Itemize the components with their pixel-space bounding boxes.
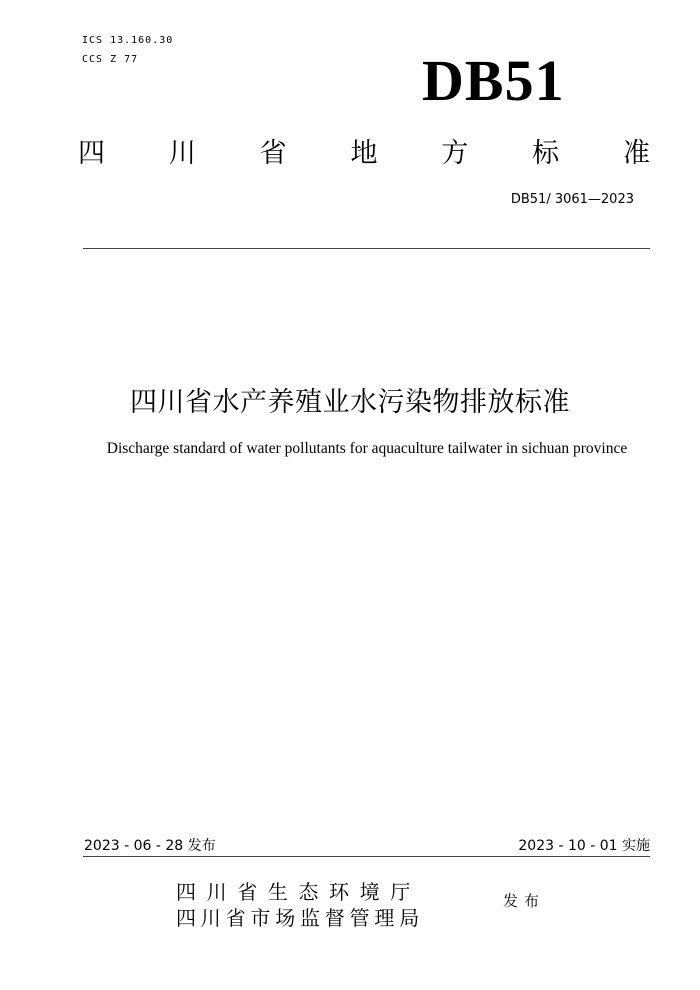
top-divider	[83, 248, 650, 249]
issuer-ecology-department: 四川省生态环境厅	[176, 880, 421, 904]
issue-date: 2023 - 06 - 28 发布	[84, 838, 216, 854]
title-chinese: 四川省水产养殖业水污染物排放标准	[130, 387, 570, 418]
ccs-code: CCS Z 77	[82, 54, 139, 65]
bottom-divider	[83, 856, 650, 857]
standard-type-char: 准	[622, 138, 650, 169]
db-logo: DB51	[422, 48, 565, 113]
standard-type-char: 标	[532, 138, 560, 169]
issuer-market-regulation: 四川省市场监督管理局	[176, 906, 424, 930]
standard-type-char: 地	[350, 138, 378, 169]
title-english: Discharge standard of water pollutants for aquaculture tailwater in sichuan province	[106, 440, 628, 457]
issue-label: 发布	[503, 892, 546, 910]
standard-type-heading	[78, 136, 650, 172]
ics-code: ICS 13.160.30	[82, 35, 174, 46]
implementation-date: 2023 - 10 - 01 实施	[518, 838, 650, 854]
standard-number: DB51/ 3061—2023	[510, 192, 634, 207]
standard-type-char: 四	[78, 138, 105, 169]
standard-type-char: 方	[441, 138, 469, 169]
standard-type-char: 川	[168, 138, 196, 169]
standard-type-char: 省	[259, 138, 287, 169]
